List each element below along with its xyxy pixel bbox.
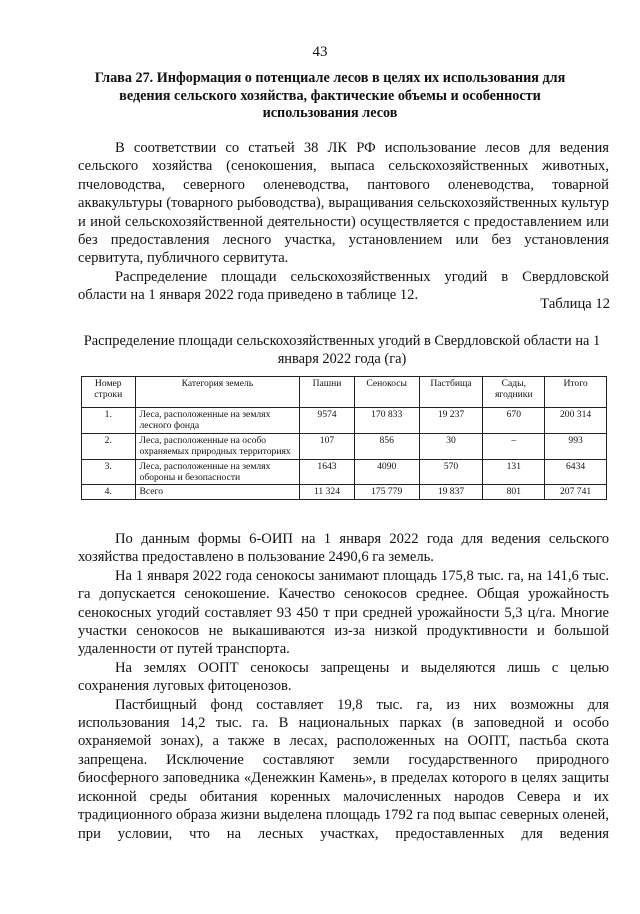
column-header: Пашни — [300, 377, 355, 408]
row-number: 4. — [82, 485, 136, 499]
land-distribution-table — [81, 376, 607, 500]
column-header: Сенокосы — [354, 377, 419, 408]
pasture-value: 30 — [419, 433, 483, 459]
land-category: Всего — [135, 485, 300, 499]
column-header: Номер строки — [82, 377, 136, 408]
page-number: 43 — [312, 44, 328, 60]
table-label: Таблица 12 — [540, 296, 610, 312]
intro-text — [78, 139, 609, 305]
table-row — [82, 459, 607, 485]
total-value: 6434 — [545, 459, 607, 485]
total-value: 207 741 — [545, 485, 607, 499]
gardens-value: 670 — [483, 408, 545, 434]
hay-value: 175 779 — [354, 485, 419, 499]
hay-value: 4090 — [354, 459, 419, 485]
paragraph: Пастбищный фонд составляет 19,8 тыс. га, из них возможны для использования 14,2 тыс. га. В национальных парках (в заповедной и особо охраняемой зонах), а также в лесах, расположенных на ООПТ, пастьба скота запрещена. Исключение составляют земли государственного природного биосферного заповедника «Денежкин Камень», в пределах которого в целях защиты исконной среды обитания коренных малочисленных народов Севера и их традиционного образа жизни выделена площадь 1792 га под выпас северных оленей, при условии, что на лесных участках, предоставленных для ведения — [78, 696, 609, 842]
column-header: Сады, ягодники — [483, 377, 545, 408]
table-row — [82, 433, 607, 459]
gardens-value: 801 — [483, 485, 545, 499]
arable-value: 9574 — [300, 408, 355, 434]
gardens-value: 131 — [483, 459, 545, 485]
land-category: Леса, расположенные на землях обороны и безопасности — [135, 459, 300, 485]
paragraph: На землях ООПТ сенокосы запрещены и выделяются лишь с целью сохранения луговых фитоценозов. — [78, 659, 609, 695]
chapter-title: Глава 27. Информация о потенциале лесов в целях их использования для ведения сельского хозяйства, фактические объемы и особенности использования лесов — [94, 70, 566, 121]
hay-value: 170 833 — [354, 408, 419, 434]
arable-value: 1643 — [300, 459, 355, 485]
paragraph: В соответствии со статьей 38 ЛК РФ использование лесов для ведения сельского хозяйства (сенокошения, выпаса сельскохозяйственных животных, пчеловодства, северного оленеводства, пантового оленеводства, товарной аквакультуры (товарного рыбоводства), выращивания сельскохозяйственных культур и иной сельскохозяйственной деятельности) осуществляется с предоставлением или без предоставления лесного участка, установлением или без установления сервитута, публичного сервитута. — [78, 140, 609, 267]
paragraph: Распределение площади сельскохозяйственных угодий в Свердловской области на 1 января 2022 года приведено в таблице 12. — [78, 268, 609, 304]
body-text — [78, 530, 609, 843]
land-category: Леса, расположенные на особо охраняемых природных территориях — [135, 433, 300, 459]
table-title: Распределение площади сельскохозяйственных угодий в Свердловской области на 1 января 2022 года (га) — [83, 333, 601, 367]
pasture-value: 19 237 — [419, 408, 483, 434]
paragraph: По данным формы 6-ОИП на 1 января 2022 года для ведения сельского хозяйства предоставлено в пользование 2490,6 га земель. — [78, 531, 609, 566]
total-value: 200 314 — [545, 408, 607, 434]
column-header: Категория земель — [135, 377, 300, 408]
arable-value: 11 324 — [300, 485, 355, 499]
row-number: 1. — [82, 408, 136, 434]
total-value: 993 — [545, 433, 607, 459]
paragraph: На 1 января 2022 года сенокосы занимают площадь 175,8 тыс. га, на 141,6 тыс. га допускается сенокошение. Качество сенокосов среднее. Общая урожайность сенокосных угодий составляет 93 450 т при средней урожайности 5,3 ц/га. Многие участки сенокосов не выкашиваются из-за низкой продуктивности и большой удаленности от путей транспорта. — [78, 567, 609, 658]
row-number: 3. — [82, 459, 136, 485]
pasture-value: 19 837 — [419, 485, 483, 499]
pasture-value: 570 — [419, 459, 483, 485]
column-header: Пастбища — [419, 377, 483, 408]
gardens-value: – — [483, 433, 545, 459]
table-header-row — [82, 377, 607, 408]
hay-value: 856 — [354, 433, 419, 459]
row-number: 2. — [82, 433, 136, 459]
column-header: Итого — [545, 377, 607, 408]
table-total-row — [82, 485, 607, 499]
arable-value: 107 — [300, 433, 355, 459]
table-row — [82, 408, 607, 434]
land-category: Леса, расположенные на землях лесного фонда — [135, 408, 300, 434]
